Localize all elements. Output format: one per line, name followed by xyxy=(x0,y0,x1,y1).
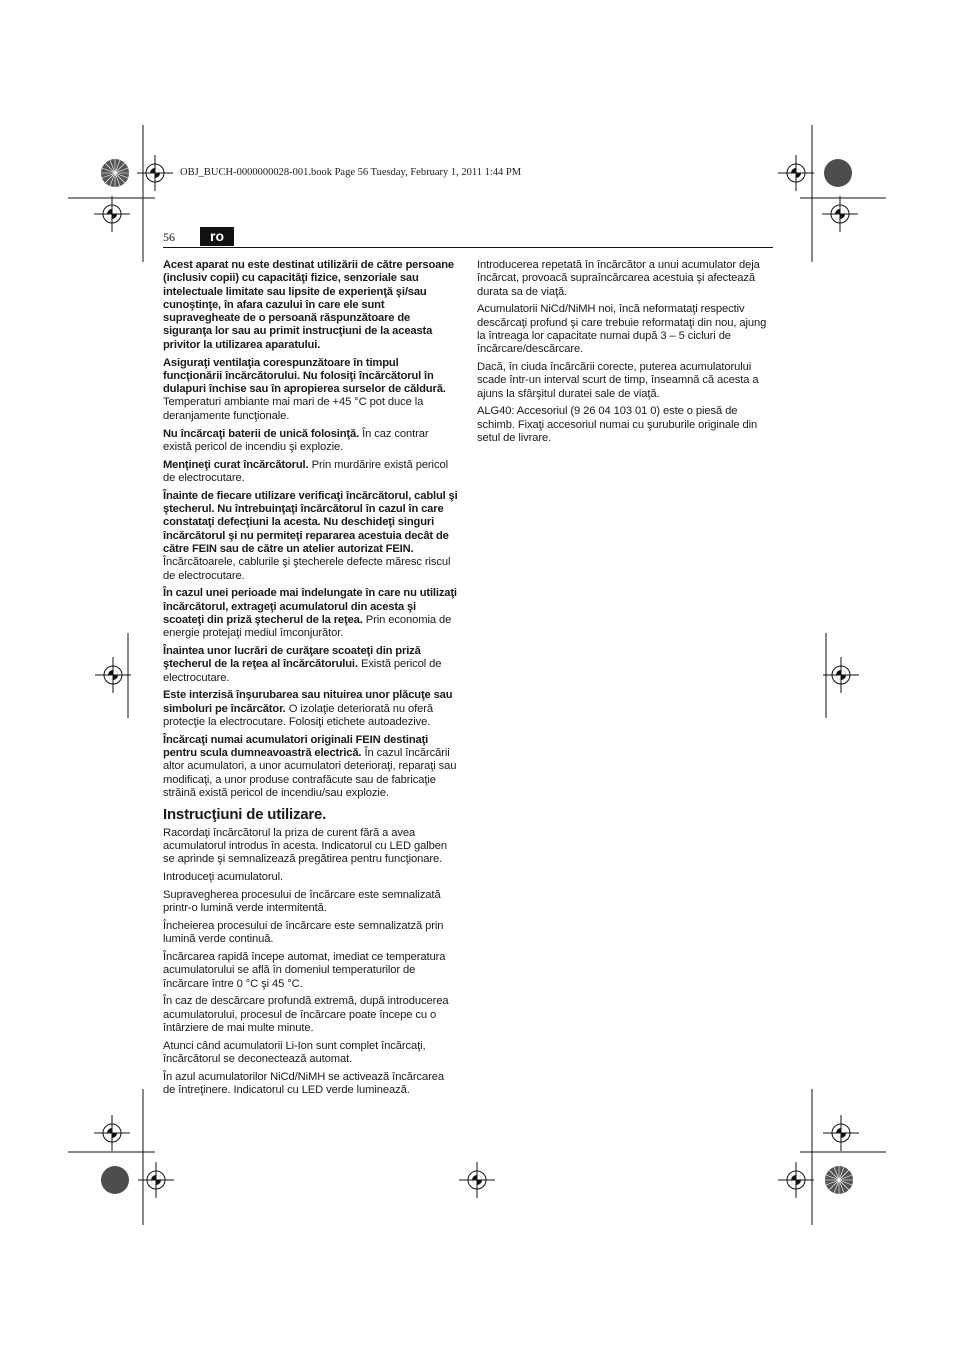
body-paragraph: Încheierea procesului de încărcare este semnalizatză prin lumină verde continuă. xyxy=(163,919,444,946)
warning-paragraph: Încărcaţi numai acumulatori originali FEIN destinaţi pentru scula dumneavoastră electrică. În cazul încărcării altor acumulatori, a unor acumulatori deterioraţi, reparaţi sau modificaţi, a unor produse contrafăcute sau de fabricaţie străină există pericol de incendiu/sau explozie. xyxy=(163,733,457,799)
warning-paragraph: Acest aparat nu este destinat utilizării de către persoane (inclusiv copii) cu capacităţi fizice, senzoriale sau intelectuale limitate sau lipsite de experienţă şi/sau cunoştinţe, în afara cazului în care ele sunt supravegheate de o persoană răspunzătoare de siguranţa lor sau au primit instrucţiuni de la aceasta privitor la utilizarea aparatului. xyxy=(163,259,454,351)
print-slug: OBJ_BUCH-0000000028-001.book Page 56 Tuesday, February 1, 2011 1:44 PM xyxy=(180,167,522,178)
body-paragraph: ALG40: Accesoriul (9 26 04 103 01 0) este o piesă de schimb. Fixaţi accesoriul numai cu şuruburile originale din setul de livrare. xyxy=(477,405,758,445)
body-paragraph: Introducerea repetată în încărcător a unui acumulator deja încărcat, provoacă supraîncărcarea acestuia şi afectează durata sa de viaţă. xyxy=(477,259,760,298)
registration-mark-icon xyxy=(94,196,130,232)
language-tab: ro xyxy=(200,227,234,246)
body-paragraph: În azul acumulatorilor NiCd/NiMH se activează încărcarea de întreţinere. Indicatorul cu LED verde luminează. xyxy=(163,1070,445,1097)
registration-mark-icon xyxy=(95,657,131,693)
section-heading: Instrucţiuni de utilizare. xyxy=(163,806,327,824)
body-paragraph: Racordaţi încărcătorul la priza de curent fără a avea acumulatorul introdus în acesta. Indicatorul cu LED galben se aprinde şi semnalizează pregătirea pentru funcţionare. xyxy=(163,826,447,866)
page-number: 56 xyxy=(163,230,175,244)
body-paragraph: Acumulatorii NiCd/NiMH noi, încă neformataţi respectiv descărcaţi profund şi care trebuie reformataţi din nou, ajung la întreaga lor capacitate numai după 3 – 5 cicluri de încărcare/descărcare. xyxy=(477,303,767,356)
header-rule xyxy=(163,247,773,248)
warning-paragraph: Nu încărcaţi baterii de unică folosinţă. În caz contrar există pericol de incendiu şi explozie. xyxy=(163,427,429,453)
warning-paragraph: Menţineţi curat încărcătorul. Prin murdărire există pericol de electrocutare. xyxy=(163,458,448,484)
warning-paragraph: În cazul unei perioade mai îndelungate în care nu utilizaţi încărcătorul, extrageţi acumulatorul din acesta şi scoateţi din priză ştecherul de la reţea. Prin economia de energie protejaţi mediul îmconjurător. xyxy=(163,587,457,640)
warning-paragraph: Înaintea unor lucrări de curăţare scoateţi din priză ştecherul de la reţea al încărcătorului. Există pericol de electrocutare. xyxy=(163,645,442,684)
color-target-icon xyxy=(101,1166,129,1194)
body-paragraph: Dacă, în ciuda încărcării corecte, puterea acumulatorului scade într-un interval scurt de timp, înseamnă că acesta a ajuns la sfârşitul duratei sale de viaţă. xyxy=(477,361,759,400)
body-paragraph: Încărcarea rapidă începe automat, imediat ce temperatura acumulatorului se află în domeniul temperaturilor de încărcare între 0 °C şi 45 °C. xyxy=(163,950,446,990)
registration-mark-icon xyxy=(778,1162,814,1198)
warning-paragraph: Înainte de fiecare utilizare verificaţi încărcătorul, cablul şi ştecherul. Nu întrebuinţaţi încărcătorul în cazul în care constataţi defecţiuni la acesta. Nu deschideţi singuri încărcătorul şi nu permiteţi repararea acestuia decât de către FEIN sau de către un atelier autorizat FEIN. Încărcătoarele, cablurile şi ştecherele defecte măresc riscul de electrocutare. xyxy=(163,489,458,582)
registration-mark-icon xyxy=(823,657,859,693)
color-target-icon xyxy=(825,1166,853,1194)
warning-paragraph: Este interzisă înşurubarea sau nituirea unor plăcuţe sau simboluri pe încărcător. O izolaţie deteriorată nu oferă protecţie la electrocutare. Folosiţi etichete autoadezive. xyxy=(163,689,453,728)
registration-mark-icon xyxy=(137,155,173,191)
body-paragraph: Supravegherea procesului de încărcare este semnalizată printr-o lumină verde intermitentă. xyxy=(163,888,441,915)
right-column xyxy=(477,259,773,450)
registration-mark-icon xyxy=(822,196,858,232)
color-target-icon xyxy=(101,159,129,187)
body-paragraph: Atunci când acumulatorii Li-Ion sunt complet încărcaţi, încărcătorul se deconectează automat. xyxy=(163,1039,426,1066)
warning-paragraph: Asiguraţi ventilaţia corespunzătoare în timpul funcţionării încărcătorului. Nu folosiţi încărcătorul în dulapuri închise sau în apropierea surselor de căldură. Temperaturi ambiante mai mari de +45 °C pot duce la deranjamente funcţionale. xyxy=(163,356,446,422)
body-paragraph: În caz de descărcare profundă extremă, după introducerea acumulatorului, procesul de încărcare poate începe cu o întârziere de mai multe minute. xyxy=(163,995,449,1034)
registration-mark-icon xyxy=(94,1115,130,1151)
color-target-icon xyxy=(824,159,852,187)
left-column xyxy=(163,259,459,1102)
body-paragraph: Introduceţi acumulatorul. xyxy=(163,870,284,883)
registration-mark-icon xyxy=(823,1115,859,1151)
registration-mark-icon xyxy=(778,155,814,191)
registration-mark-icon xyxy=(459,1162,495,1198)
